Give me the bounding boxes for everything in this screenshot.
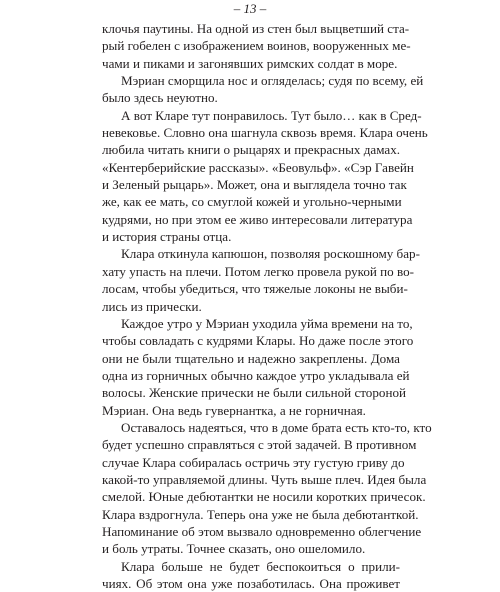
paragraph-line: Клара больше не будет беспокоиться о прили- <box>121 558 400 574</box>
paragraph-line: Клара откинула капюшон, позволяя роскошному бар- <box>121 246 420 262</box>
paragraph-line: Напоминание об этом вызвало одновременно облегчение <box>102 523 422 539</box>
paragraph-line: и Зеленый рыцарь». Может, она и выглядела точно так <box>102 177 407 193</box>
paragraph-line: чами и пиками и загонявших римских солдат в море. <box>102 55 398 71</box>
paragraph-line: одна из горничных обычно каждое утро укладывала ей <box>102 367 410 383</box>
paragraph-line: клочья паутины. На одной из стен был выцветший ста- <box>102 21 410 36</box>
paragraph-line: и история страны отца. <box>102 229 232 245</box>
paragraph-line: смелой. Юные дебютантки не носили коротких причесок. <box>102 489 426 505</box>
paragraph-line: хату упасть на плечи. Потом легко провела рукой по во- <box>102 263 414 279</box>
paragraph-line: же, как ее мать, со смуглой кожей и угольно-черными <box>102 194 402 210</box>
paragraph-line: чиях. Об этом она уже позаботилась. Она проживет <box>102 576 400 591</box>
paragraph-line: Мэриан. Она ведь гувернантка, а не горничная. <box>102 402 366 418</box>
paragraph-line: кудрями, но при этом ее живо интересовали литература <box>102 211 413 227</box>
paragraph-line: чтобы совладать с кудрями Клары. Но даже после этого <box>102 333 414 349</box>
paragraph-line: будет успешно справляться с этой задачей. В противном <box>102 437 417 453</box>
paragraph-line: лосам, чтобы убедиться, что тяжелые локоны не выби- <box>102 281 408 297</box>
paragraph-line: невековье. Словно она шагнула сквозь время. Клара очень <box>102 125 428 141</box>
paragraph-line: «Кентерберийские рассказы». «Беовульф». «Сэр Гавейн <box>102 159 414 175</box>
body-text <box>102 20 432 592</box>
paragraph-line: волосы. Женские прически не были сильной стороной <box>102 385 407 401</box>
paragraph-line: лись из прически. <box>102 298 202 314</box>
paragraph-line: любила читать книги о рыцарях и прекрасных дамах. <box>102 142 401 158</box>
paragraph-line: было здесь неуютно. <box>102 90 218 106</box>
paragraph-line: Мэриан сморщила нос и огляделась; судя по всему, ей <box>121 73 424 89</box>
paragraph-line: они не были тщательно и надежно закреплены. Дома <box>102 350 400 366</box>
page-number: – 13 – <box>233 1 267 16</box>
paragraph-line: Клара вздрогнула. Теперь она уже не была дебютанткой. <box>102 506 419 522</box>
paragraph-line: какой-то управляемой длины. Чуть выше плеч. Идея была <box>102 471 427 487</box>
paragraph-line: Каждое утро у Мэриан уходила уйма времени на то, <box>121 315 413 331</box>
paragraph-line: и боль утраты. Точнее сказать, оно ошеломило. <box>102 541 366 557</box>
paragraph-line: случае Клара собиралась остричь эту густую гриву до <box>102 454 405 470</box>
paragraph-line: Оставалось надеяться, что в доме брата есть кто-то, кто <box>121 419 432 435</box>
paragraph-line: рый гобелен с изображением воинов, вооруженных ме- <box>102 38 411 54</box>
paragraph-line: А вот Кларе тут понравилось. Тут было… как в Сред- <box>121 107 422 123</box>
